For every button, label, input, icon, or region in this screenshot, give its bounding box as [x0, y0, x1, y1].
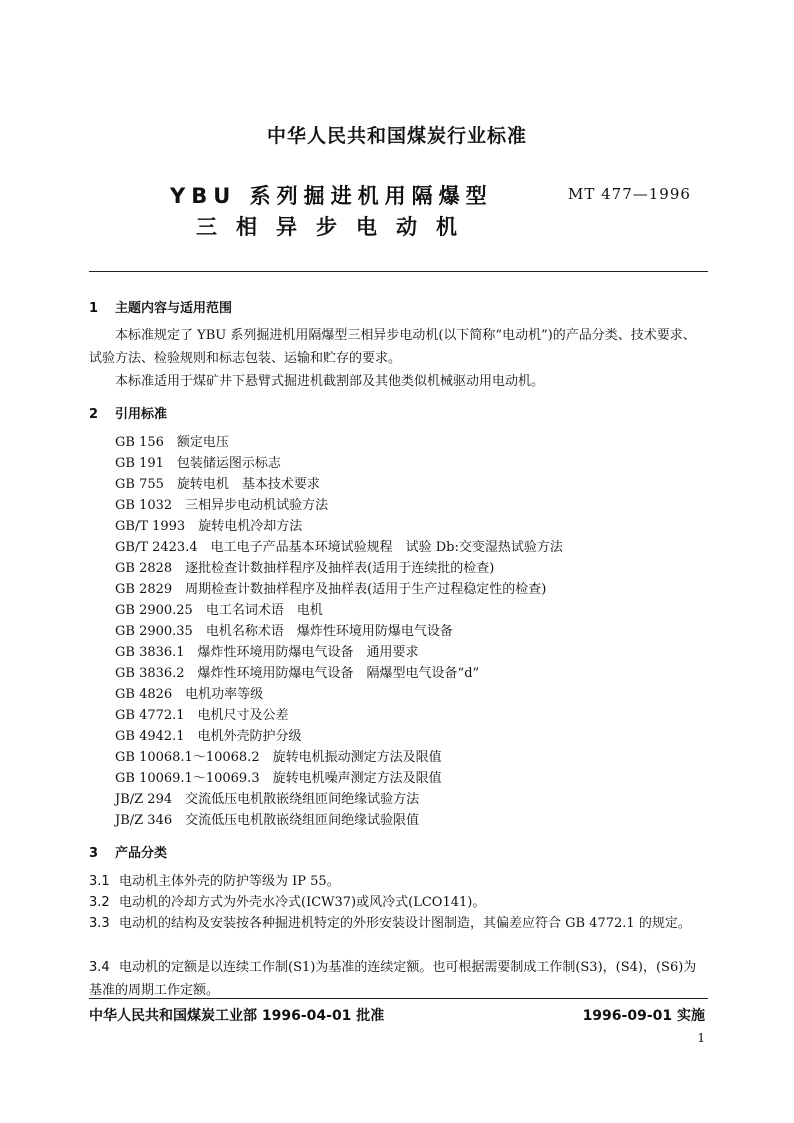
reference-item: GB 10069.1～10069.3 旋转电机噪声测定方法及限值	[115, 771, 442, 786]
clause-number: 3.4	[89, 960, 110, 975]
footer-divider	[89, 998, 708, 999]
reference-item: GB/T 1993 旋转电机冷却方法	[115, 519, 303, 534]
reference-item: GB 3836.2 爆炸性环境用防爆电气设备 隔爆型电气设备“d”	[115, 666, 480, 681]
page-number: 1	[697, 1031, 705, 1045]
reference-item: GB 2900.35 电机名称术语 爆炸性环境用防爆电气设备	[115, 624, 453, 639]
section-2-heading	[89, 403, 167, 422]
clause-number: 3.1	[89, 874, 110, 889]
title-line-2: 三相异步电动机	[196, 215, 476, 239]
clause-text: 电动机的结构及安装按各种掘进机特定的外形安装设计图制造，其偏差应符合 GB 4772.1 的规定。	[119, 916, 691, 931]
issuing-organization: 中华人民共和国煤炭行业标准	[266, 125, 527, 147]
approval-line: 中华人民共和国煤炭工业部 1996-04-01 批准	[89, 1008, 385, 1024]
clause-number: 3.2	[89, 895, 110, 910]
section-3-heading	[89, 842, 167, 861]
clause-3-3	[89, 912, 708, 935]
reference-item: GB 10068.1～10068.2 旋转电机振动测定方法及限值	[115, 750, 442, 765]
clause-3-1	[89, 870, 708, 893]
section-1-heading	[89, 297, 232, 316]
reference-item: GB 2829 周期检查计数抽样程序及抽样表(适用于生产过程稳定性的检查)	[115, 582, 547, 597]
section-number: 2	[89, 407, 99, 422]
reference-item: GB 4772.1 电机尺寸及公差	[115, 708, 289, 723]
reference-item: GB 2900.25 电工名词术语 电机	[115, 603, 323, 618]
clause-text: 电动机主体外壳的防护等级为 IP 55。	[119, 874, 340, 889]
clause-3-4	[89, 956, 708, 1002]
implementation-date: 1996-09-01 实施	[582, 1008, 705, 1024]
reference-item: JB/Z 294 交流低压电机散嵌绕组匝间绝缘试验方法	[115, 792, 420, 807]
reference-item: GB 4826 电机功率等级	[115, 687, 264, 702]
section-title: 产品分类	[115, 846, 168, 861]
reference-item: GB 191 包装储运图示标志	[115, 456, 281, 471]
reference-item: GB 1032 三相异步电动机试验方法	[115, 498, 329, 513]
reference-item: JB/Z 346 交流低压电机散嵌绕组匝间绝缘试验限值	[115, 813, 420, 828]
header-divider	[89, 271, 708, 272]
section-number: 1	[89, 301, 99, 316]
reference-item: GB 156 额定电压	[115, 435, 229, 450]
reference-item: GB 755 旋转电机 基本技术要求	[115, 477, 320, 492]
reference-item: GB 4942.1 电机外壳防护分级	[115, 729, 302, 744]
clause-text: 电动机的冷却方式为外壳水冷式(ICW37)或风冷式(LCO141)。	[119, 895, 486, 910]
title-line-1: YBU 系列掘进机用隔爆型	[170, 184, 493, 208]
reference-item: GB 2828 逐批检查计数抽样程序及抽样表(适用于连续批的检查)	[115, 561, 495, 576]
section-title: 主题内容与适用范围	[115, 301, 233, 316]
standard-number: MT 477—1996	[568, 185, 691, 203]
clause-number: 3.3	[89, 916, 110, 931]
reference-item: GB 3836.1 爆炸性环境用防爆电气设备 通用要求	[115, 645, 419, 660]
clause-text: 电动机的定额是以连续工作制(S1)为基准的连续定额。也可根据需要制成工作制(S3)，(S4)，(S6)为基准的周期工作定额。	[89, 960, 697, 998]
section-1-paragraph-2: 本标准适用于煤矿井下悬臂式掘进机截割部及其他类似机械驱动用电动机。	[115, 374, 545, 389]
section-title: 引用标准	[115, 407, 168, 422]
section-1-paragraph-1: 本标准规定了 YBU 系列掘进机用隔爆型三相异步电动机(以下简称“电动机”)的产品分类、技术要求、试验方法、检验规则和标志包装、运输和贮存的要求。	[89, 328, 696, 366]
section-number: 3	[89, 846, 99, 861]
reference-item: GB/T 2423.4 电工电子产品基本环境试验规程 试验 Db:交变湿热试验方法	[115, 540, 563, 555]
clause-3-2	[89, 891, 708, 914]
